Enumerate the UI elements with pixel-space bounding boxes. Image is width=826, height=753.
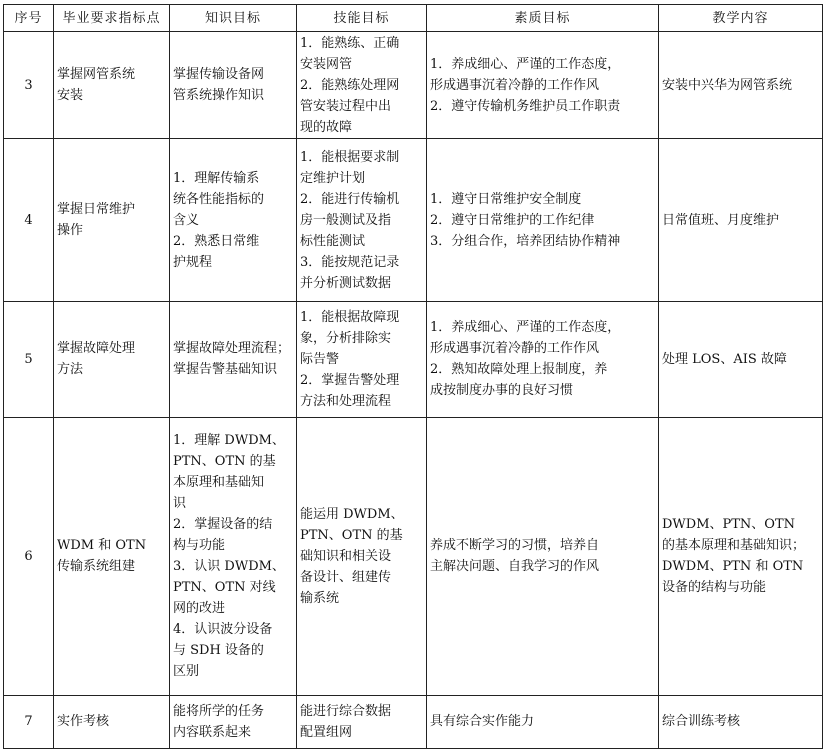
cell-line: 1．养成细心、严谨的工作态度，: [430, 320, 621, 336]
cell-line: 2．遵守传输机务维护员工作职责: [430, 98, 621, 114]
cell-skills: [297, 32, 427, 139]
cell-line: 护规程: [173, 254, 213, 270]
cell-line: 传输系统组建: [57, 559, 136, 575]
cell-requirement: [54, 139, 170, 302]
cell-skills: [297, 302, 427, 417]
cell-line: 构与功能: [173, 538, 226, 554]
cell-line: 3．能按规范记录: [300, 254, 400, 270]
header-num: 序号: [4, 5, 54, 32]
cell-line: 象，分析排除实: [300, 330, 392, 346]
cell-line: 安装中兴华为网管系统: [662, 77, 793, 93]
cell-line: 标性能测试: [300, 233, 366, 249]
cell-line: 际告警: [300, 351, 340, 367]
cell-line: 区别: [173, 664, 200, 680]
cell-knowledge: [170, 302, 297, 417]
cell-line: 1．遵守日常维护安全制度: [430, 191, 582, 207]
cell-line: 本原理和基础知: [173, 475, 265, 491]
cell-requirement: [54, 302, 170, 417]
cell-line: 能进行综合数据: [300, 703, 392, 719]
cell-line: 统各性能指标的: [173, 191, 265, 207]
cell-line: 掌握故障处理流程；: [173, 341, 291, 357]
cell-line: 2．遵守日常维护的工作纪律: [430, 212, 595, 228]
cell-line: 1．能根据故障现: [300, 309, 400, 325]
cell-line: 2．能进行传输机: [300, 191, 400, 207]
row-number: 3: [4, 32, 54, 139]
cell-line: 成按制度办事的良好习惯: [430, 383, 574, 399]
cell-skills: [297, 695, 427, 748]
table-row: [4, 32, 823, 139]
cell-line: 输系统: [300, 590, 340, 606]
cell-content: [659, 695, 823, 748]
cell-line: 主解决问题、自我学习的作风: [430, 559, 600, 575]
cell-line: 并分析测试数据: [300, 275, 392, 291]
cell-skills: [297, 139, 427, 302]
table-row: [4, 139, 823, 302]
cell-line: 具有综合实作能力: [430, 714, 535, 730]
cell-line: 2．掌握告警处理: [300, 372, 400, 388]
cell-line: 掌握日常维护: [57, 202, 136, 218]
cell-knowledge: [170, 695, 297, 748]
cell-line: 掌握故障处理: [57, 341, 136, 357]
cell-line: 1．理解传输系: [173, 170, 260, 186]
cell-line: 含义: [173, 212, 200, 228]
cell-skills: [297, 417, 427, 695]
cell-line: 的基本原理和基础知识；: [662, 538, 806, 554]
cell-knowledge: [170, 139, 297, 302]
cell-line: DWDM、PTN 和 OTN: [662, 559, 804, 575]
header-requirement: 毕业要求指标点: [54, 5, 170, 32]
cell-line: 管系统操作知识: [173, 88, 265, 104]
cell-knowledge: [170, 417, 297, 695]
cell-line: 与 SDH 设备的: [173, 643, 264, 659]
cell-requirement: [54, 417, 170, 695]
cell-line: PTN、OTN 的基: [173, 454, 276, 470]
cell-knowledge: [170, 32, 297, 139]
curriculum-table: [3, 4, 823, 749]
cell-line: 安装: [57, 88, 84, 104]
cell-line: 1．养成细心、严谨的工作态度，: [430, 56, 621, 72]
cell-line: 养成不断学习的习惯，培养自: [430, 538, 600, 554]
row-number: 4: [4, 139, 54, 302]
cell-line: 实作考核: [57, 714, 110, 730]
cell-line: 设备的结构与功能: [662, 580, 767, 596]
cell-line: DWDM、PTN、OTN: [662, 517, 796, 533]
cell-line: 安装网管: [300, 56, 353, 72]
cell-quality: [427, 417, 659, 695]
cell-line: 网的改进: [173, 601, 226, 617]
cell-line: 1．理解 DWDM、: [173, 433, 285, 449]
cell-line: 备设计、组建传: [300, 569, 392, 585]
cell-quality: [427, 139, 659, 302]
cell-line: 掌握告警基础知识: [173, 362, 278, 378]
table-body: [4, 32, 823, 749]
cell-line: 识: [173, 496, 187, 512]
cell-content: [659, 32, 823, 139]
cell-line: 2．掌握设备的结: [173, 517, 273, 533]
cell-line: 形成遇事沉着冷静的工作作风: [430, 341, 600, 357]
table-row: [4, 302, 823, 417]
cell-line: 3．认识 DWDM、: [173, 559, 285, 575]
cell-line: 掌握网管系统: [57, 67, 136, 83]
cell-requirement: [54, 32, 170, 139]
cell-line: 1．能根据要求制: [300, 149, 400, 165]
cell-quality: [427, 302, 659, 417]
cell-line: 现的故障: [300, 119, 353, 135]
cell-line: 配置组网: [300, 724, 353, 740]
cell-line: 掌握传输设备网: [173, 67, 265, 83]
cell-line: 房一般测试及指: [300, 212, 392, 228]
row-number: 6: [4, 417, 54, 695]
cell-quality: [427, 695, 659, 748]
cell-line: 3．分组合作，培养团结协作精神: [430, 233, 621, 249]
cell-line: PTN、OTN 对线: [173, 580, 276, 596]
cell-line: 础知识和相关设: [300, 548, 392, 564]
cell-line: 内容联系起来: [173, 724, 252, 740]
table-row: [4, 417, 823, 695]
header-content: 教学内容: [659, 5, 823, 32]
cell-line: 综合训练考核: [662, 714, 741, 730]
row-number: 5: [4, 302, 54, 417]
cell-line: 方法: [57, 362, 84, 378]
cell-line: WDM 和 OTN: [57, 538, 147, 554]
cell-content: [659, 139, 823, 302]
cell-line: 形成遇事沉着冷静的工作作风: [430, 77, 600, 93]
header-knowledge: 知识目标: [170, 5, 297, 32]
cell-line: 操作: [57, 223, 84, 239]
cell-quality: [427, 32, 659, 139]
cell-line: 2．熟知故障处理上报制度，养: [430, 362, 608, 378]
row-number: 7: [4, 695, 54, 748]
cell-line: 1．能熟练、正确: [300, 35, 400, 51]
cell-line: 能运用 DWDM、: [300, 506, 404, 522]
cell-line: 2．熟悉日常维: [173, 233, 260, 249]
table-header-row: [4, 5, 823, 32]
cell-content: [659, 417, 823, 695]
cell-line: 2．能熟练处理网: [300, 77, 400, 93]
table-row: [4, 695, 823, 748]
cell-line: 能将所学的任务: [173, 703, 265, 719]
cell-line: 管安装过程中出: [300, 98, 392, 114]
cell-line: 日常值班、月度维护: [662, 212, 780, 228]
header-skills: 技能目标: [297, 5, 427, 32]
cell-line: 4．认识波分设备: [173, 622, 273, 638]
cell-content: [659, 302, 823, 417]
cell-line: 处理 LOS、AIS 故障: [662, 351, 787, 367]
header-quality: 素质目标: [427, 5, 659, 32]
cell-line: 定维护计划: [300, 170, 366, 186]
cell-line: 方法和处理流程: [300, 393, 392, 409]
cell-requirement: [54, 695, 170, 748]
cell-line: PTN、OTN 的基: [300, 527, 403, 543]
